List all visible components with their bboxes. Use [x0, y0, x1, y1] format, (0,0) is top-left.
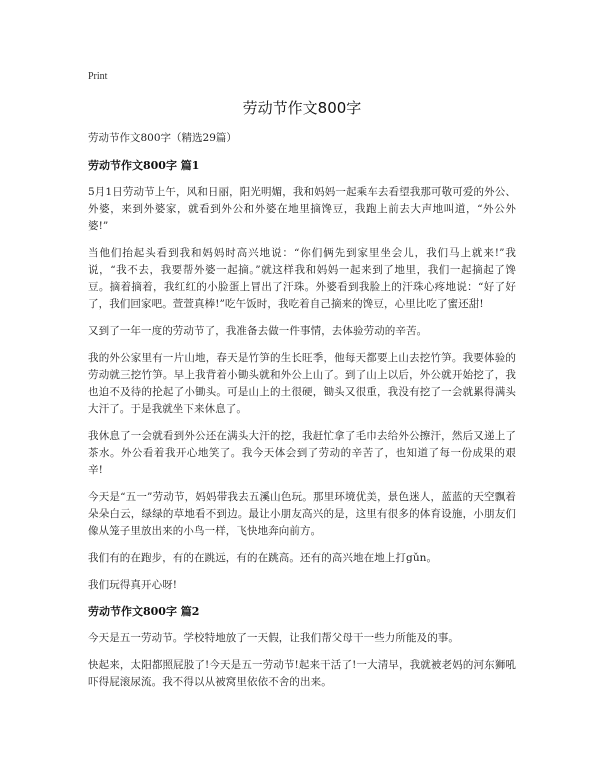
paragraph: 我们有的在跑步，有的在跳远，有的在跳高。还有的高兴地在地上打gǔn。	[88, 552, 438, 564]
paragraph: 我们玩得真开心呀!	[88, 579, 178, 591]
paragraph: 我的外公家里有一片山地，春天是竹笋的生长旺季，他每天都要上山去挖竹笋。我要体验的劳动就三挖竹笋。早上我背着小锄头就和外公上山了。到了山上以后，外公就开始挖了，我也迫不及待的抡起了小锄头。可是山上的土很硬，锄头又很重，我没有挖了一会就累得满头大汗了。于是我就坐下来休息了。	[88, 352, 516, 415]
paragraph: 快起来，太阳都照屁股了!今天是五一劳动节!起来干活了!一大清早，我就被老妈的河东狮吼吓得屁滚尿流。我不得以从被窝里依依不舍的出来。	[88, 659, 516, 688]
paragraph: 5月1日劳动节上午，风和日丽，阳光明媚，我和妈妈一起乘车去看望我那可敬可爱的外公、外婆，来到外婆家，就看到外公和外婆在地里摘馋豆，我跑上前去大声地叫道，“外公外婆!”	[88, 186, 516, 232]
paragraph: 又到了一年一度的劳动节了，我准备去做一件事情，去体验劳动的辛苦。	[88, 325, 428, 337]
section-heading: 劳动节作文800字 篇2	[88, 605, 200, 618]
document-title: 劳动节作文800字	[242, 99, 362, 117]
paragraph: 我休息了一会就看到外公还在满头大汗的挖，我赶忙拿了毛巾去给外公擦汗，然后又递上了茶水。外公看着我开心地笑了。我今天体会到了劳动的辛苦了，也知道了每一份成果的艰辛!	[88, 430, 516, 476]
document-page	[88, 70, 516, 701]
print-label: Print	[88, 71, 108, 82]
paragraph: 今天是“五一”劳动节，妈妈带我去五溪山色玩。那里环境优美，景色迷人，蓝蓝的天空飘着朵朵白云，绿绿的草地看不到边。最让小朋友高兴的是，这里有很多的体育设施，小朋友们像从笼子里放出来的小鸟一样，飞快地奔向前方。	[88, 491, 516, 537]
paragraph: 今天是五一劳动节。学校特地放了一天假，让我们帮父母干一些力所能及的事。	[88, 632, 459, 644]
document-subtitle: 劳动节作文800字（精选29篇）	[88, 132, 237, 144]
section-heading: 劳动节作文800字 篇1	[88, 159, 200, 172]
paragraph: 当他们抬起头看到我和妈妈时高兴地说：“你们俩先到家里坐会儿，我们马上就来!”我说，“我不去，我要帮外婆一起摘。”就这样我和妈妈一起来到了地里，我们一起摘起了馋豆。摘着摘着，我红红的小脸蛋上冒出了汗珠。外婆看到我脸上的汗珠心疼地说：“好了好了，我们回家吧。萱萱真棒!”吃午饭时，我吃着自己摘来的馋豆，心里比吃了蜜还甜!	[88, 247, 516, 310]
